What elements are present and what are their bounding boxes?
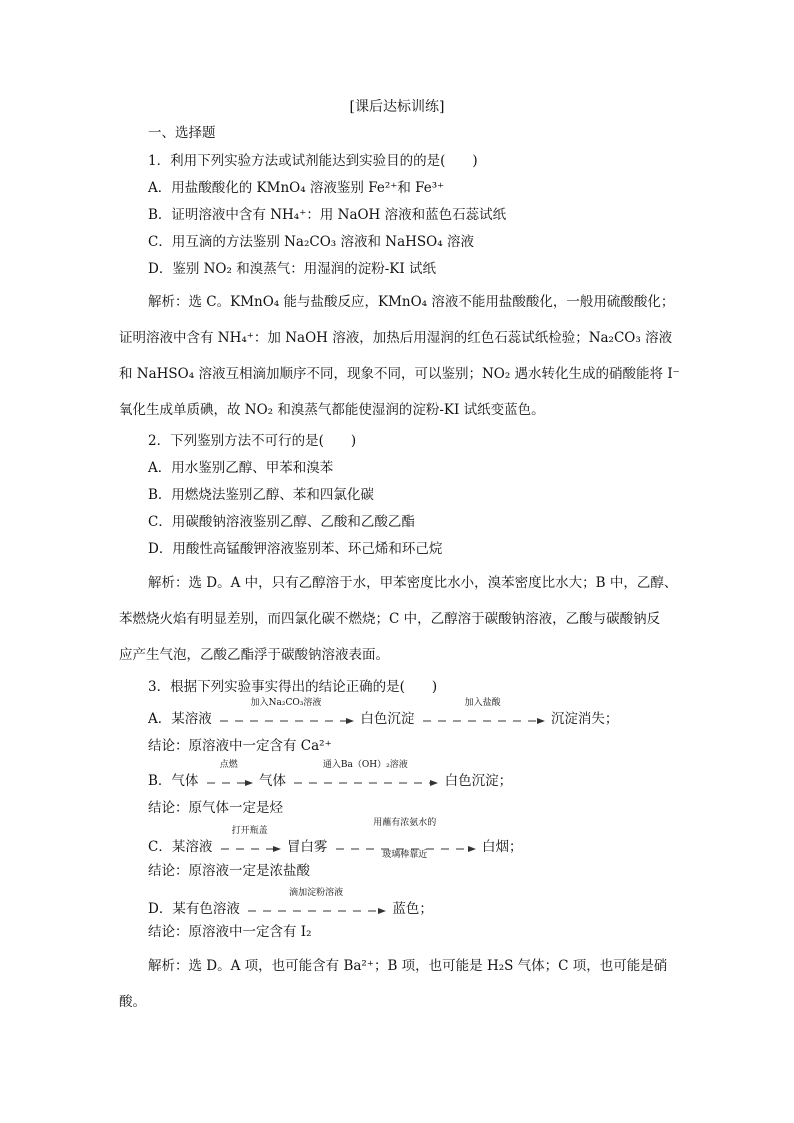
q3-answer-line-1: 解析：选 D。A 项，也可能含有 Ba²⁺；B 项，也可能是 H₂S 气体；C 项，也可能是硝 (148, 958, 668, 974)
q3-a-end: 沉淀消失； (550, 711, 619, 727)
q3-b-mid: 气体 (259, 773, 287, 789)
dashed-arrow-icon (216, 717, 356, 725)
q1-option-a: A．用盐酸酸化的 KMnO₄ 溶液鉴别 Fe²⁺和 Fe³⁺ (148, 180, 445, 196)
q3-stem: 3．根据下列实验事实得出的结论正确的是( ) (148, 679, 438, 695)
q3-option-b (148, 762, 512, 790)
q3-option-d (148, 890, 433, 918)
q3-c-arrow-2-label-1: 用蘸有浓氨水的 (373, 818, 437, 828)
q3-c-conclusion: 结论：原溶液一定是浓盐酸 (148, 863, 310, 879)
q3-c-arrow-2 (332, 818, 478, 860)
q3-c-end: 白烟； (482, 839, 523, 855)
q3-a-mid: 白色沉淀 (360, 711, 415, 727)
q3-d-end: 蓝色； (392, 901, 433, 917)
q3-a-conclusion: 结论：原溶液中一定含有 Ca²⁺ (148, 738, 332, 754)
q3-c-mid: 冒白雾 (286, 839, 328, 855)
q3-b-arrow-1 (203, 762, 255, 790)
q3-b-conclusion: 结论：原气体一定是烃 (148, 800, 283, 816)
q3-b-start: B．气体 (148, 773, 199, 789)
q3-c-arrow-1-label: 打开瓶盖 (231, 826, 268, 836)
page-title: [课后达标训练] (349, 99, 445, 115)
q1-option-b: B．证明溶液中含有 NH₄⁺：用 NaOH 溶液和蓝色石蕊试纸 (148, 207, 507, 223)
q3-a-arrow-2-label: 加入盐酸 (464, 698, 501, 708)
q3-a-arrow-2 (419, 700, 547, 728)
q2-option-a: A．用水鉴别乙醇、甲苯和溴苯 (148, 460, 334, 476)
q3-b-arrow-1-label: 点燃 (219, 760, 238, 770)
q3-c-arrow-1 (217, 828, 283, 856)
dashed-arrow-icon (203, 779, 255, 787)
q3-b-end: 白色沉淀； (444, 773, 513, 789)
q3-a-arrow-1 (216, 700, 356, 728)
dashed-arrow-icon (419, 717, 547, 725)
q1-stem: 1．利用下列实验方法或试剂能达到实验目的的是( ) (148, 153, 478, 169)
q1-answer-line-2: 证明溶液中含有 NH₄⁺：加 NaOH 溶液，加热后用湿润的红色石蕊试纸检验；Na₂CO₃ 溶液 (119, 330, 673, 346)
q3-a-start: A．某溶液 (148, 711, 212, 727)
q3-d-conclusion: 结论：原溶液中一定含有 I₂ (148, 924, 312, 940)
q3-answer-line-2: 酸。 (119, 994, 146, 1010)
q3-a-arrow-1-label: 加入Na₂CO₃溶液 (250, 698, 322, 708)
q3-d-arrow-1 (244, 890, 388, 918)
q3-c-arrow-2-label-2: 玻璃棒靠近 (382, 850, 428, 860)
q1-option-c: C．用互滴的方法鉴别 Na₂CO₃ 溶液和 NaHSO₄ 溶液 (148, 234, 474, 250)
q2-stem: 2．下列鉴别方法不可行的是( ) (148, 433, 357, 449)
dashed-arrow-icon (244, 907, 388, 915)
q2-option-b: B．用燃烧法鉴别乙醇、苯和四氯化碳 (148, 487, 374, 503)
dashed-arrow-icon (217, 845, 283, 853)
q3-option-c (148, 818, 523, 860)
q3-b-arrow-2 (290, 762, 440, 790)
q3-d-start: D．某有色溶液 (148, 901, 240, 917)
q1-answer-line-3: 和 NaHSO₄ 溶液互相滴加顺序不同，现象不同，可以鉴别；NO₂ 遇水转化生成的硝酸能将 I⁻ (119, 366, 680, 382)
q3-b-arrow-2-label: 通入Ba（OH）₂溶液 (322, 760, 408, 770)
q3-option-a (148, 700, 618, 728)
section-heading: 一、选择题 (148, 125, 216, 141)
q3-c-start: C．某溶液 (148, 839, 213, 855)
q3-d-arrow-1-label: 滴加淀粉溶液 (289, 888, 344, 898)
q1-answer-line-4: 氧化生成单质碘，故 NO₂ 和溴蒸气都能使湿润的淀粉-KI 试纸变蓝色。 (119, 402, 545, 418)
q2-answer-line-3: 应产生气泡，乙酸乙酯浮于碳酸钠溶液表面。 (119, 647, 389, 663)
q1-answer-line-1: 解析：选 C。KMnO₄ 能与盐酸反应，KMnO₄ 溶液不能用盐酸酸化，一般用硫酸酸化； (148, 294, 675, 310)
q2-option-c: C．用碳酸钠溶液鉴别乙醇、乙酸和乙酸乙酯 (148, 514, 415, 530)
q2-option-d: D．用酸性高锰酸钾溶液鉴别苯、环己烯和环己烷 (148, 541, 443, 557)
dashed-arrow-icon (290, 779, 440, 787)
q2-answer-line-2: 苯燃烧火焰有明显差别，而四氯化碳不燃烧；C 中，乙醇溶于碳酸钠溶液，乙酸与碳酸钠反 (119, 611, 661, 627)
q1-option-d: D．鉴别 NO₂ 和溴蒸气：用湿润的淀粉-KI 试纸 (148, 261, 436, 277)
q2-answer-line-1: 解析：选 D。A 中，只有乙醇溶于水，甲苯密度比水小，溴苯密度比水大；B 中，乙醇、 (148, 575, 678, 591)
